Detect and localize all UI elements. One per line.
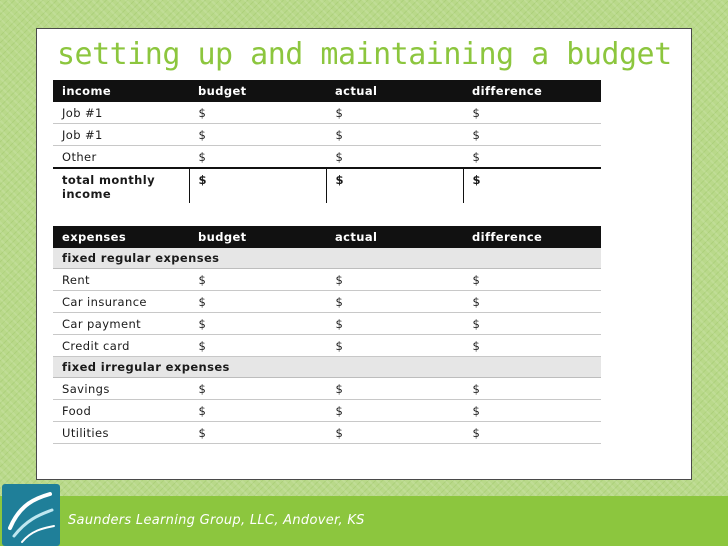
actual-cell[interactable]: $ [326, 291, 463, 313]
slide-title: setting up and maintaining a budget [57, 37, 672, 72]
total-difference-cell[interactable]: $ [463, 168, 601, 203]
expenses-header-row [53, 226, 601, 248]
expenses-header-budget: budget [189, 226, 326, 248]
expenses-table [53, 226, 601, 444]
table-row [53, 269, 601, 291]
budget-cell[interactable]: $ [189, 102, 326, 124]
budget-cell[interactable]: $ [189, 335, 326, 357]
table-row [53, 335, 601, 357]
row-label: Job #1 [53, 124, 189, 146]
section-row-fixed-regular [53, 248, 601, 269]
row-label: Job #1 [53, 102, 189, 124]
expenses-header-label: expenses [53, 226, 189, 248]
table-row [53, 378, 601, 400]
actual-cell[interactable]: $ [326, 146, 463, 169]
row-label: Utilities [53, 422, 189, 444]
table-row [53, 291, 601, 313]
section-row-fixed-irregular [53, 357, 601, 378]
table-row [53, 102, 601, 124]
difference-cell[interactable]: $ [463, 269, 601, 291]
total-actual-cell[interactable]: $ [326, 168, 463, 203]
actual-cell[interactable]: $ [326, 335, 463, 357]
income-header-budget: budget [189, 80, 326, 102]
table-row [53, 313, 601, 335]
total-label: total monthly income [53, 168, 189, 203]
budget-cell[interactable]: $ [189, 291, 326, 313]
difference-cell[interactable]: $ [463, 291, 601, 313]
income-header-difference: difference [463, 80, 601, 102]
difference-cell[interactable]: $ [463, 335, 601, 357]
difference-cell[interactable]: $ [463, 313, 601, 335]
income-header-row [53, 80, 601, 102]
section-title: fixed irregular expenses [53, 357, 601, 378]
budget-cell[interactable]: $ [189, 146, 326, 169]
row-label: Other [53, 146, 189, 169]
actual-cell[interactable]: $ [326, 124, 463, 146]
expenses-header-difference: difference [463, 226, 601, 248]
total-budget-cell[interactable]: $ [189, 168, 326, 203]
actual-cell[interactable]: $ [326, 269, 463, 291]
difference-cell[interactable]: $ [463, 422, 601, 444]
row-label: Car insurance [53, 291, 189, 313]
table-row [53, 400, 601, 422]
table-row [53, 422, 601, 444]
difference-cell[interactable]: $ [463, 378, 601, 400]
footer-bar [0, 496, 728, 546]
row-label: Food [53, 400, 189, 422]
row-label: Credit card [53, 335, 189, 357]
total-row [53, 168, 601, 203]
budget-cell[interactable]: $ [189, 124, 326, 146]
budget-cell[interactable]: $ [189, 378, 326, 400]
actual-cell[interactable]: $ [326, 422, 463, 444]
difference-cell[interactable]: $ [463, 124, 601, 146]
footer-credit: Saunders Learning Group, LLC, Andover, KS [68, 513, 365, 528]
budget-cell[interactable]: $ [189, 269, 326, 291]
row-label: Car payment [53, 313, 189, 335]
budget-cell[interactable]: $ [189, 422, 326, 444]
actual-cell[interactable]: $ [326, 102, 463, 124]
income-header-label: income [53, 80, 189, 102]
difference-cell[interactable]: $ [463, 146, 601, 169]
section-title: fixed regular expenses [53, 248, 601, 269]
expenses-header-actual: actual [326, 226, 463, 248]
row-label: Rent [53, 269, 189, 291]
table-row [53, 146, 601, 169]
swirl-logo-icon [2, 484, 60, 546]
income-table [53, 80, 601, 203]
budget-cell[interactable]: $ [189, 313, 326, 335]
actual-cell[interactable]: $ [326, 378, 463, 400]
actual-cell[interactable]: $ [326, 313, 463, 335]
difference-cell[interactable]: $ [463, 400, 601, 422]
difference-cell[interactable]: $ [463, 102, 601, 124]
row-label: Savings [53, 378, 189, 400]
budget-cell[interactable]: $ [189, 400, 326, 422]
actual-cell[interactable]: $ [326, 400, 463, 422]
income-header-actual: actual [326, 80, 463, 102]
table-row [53, 124, 601, 146]
